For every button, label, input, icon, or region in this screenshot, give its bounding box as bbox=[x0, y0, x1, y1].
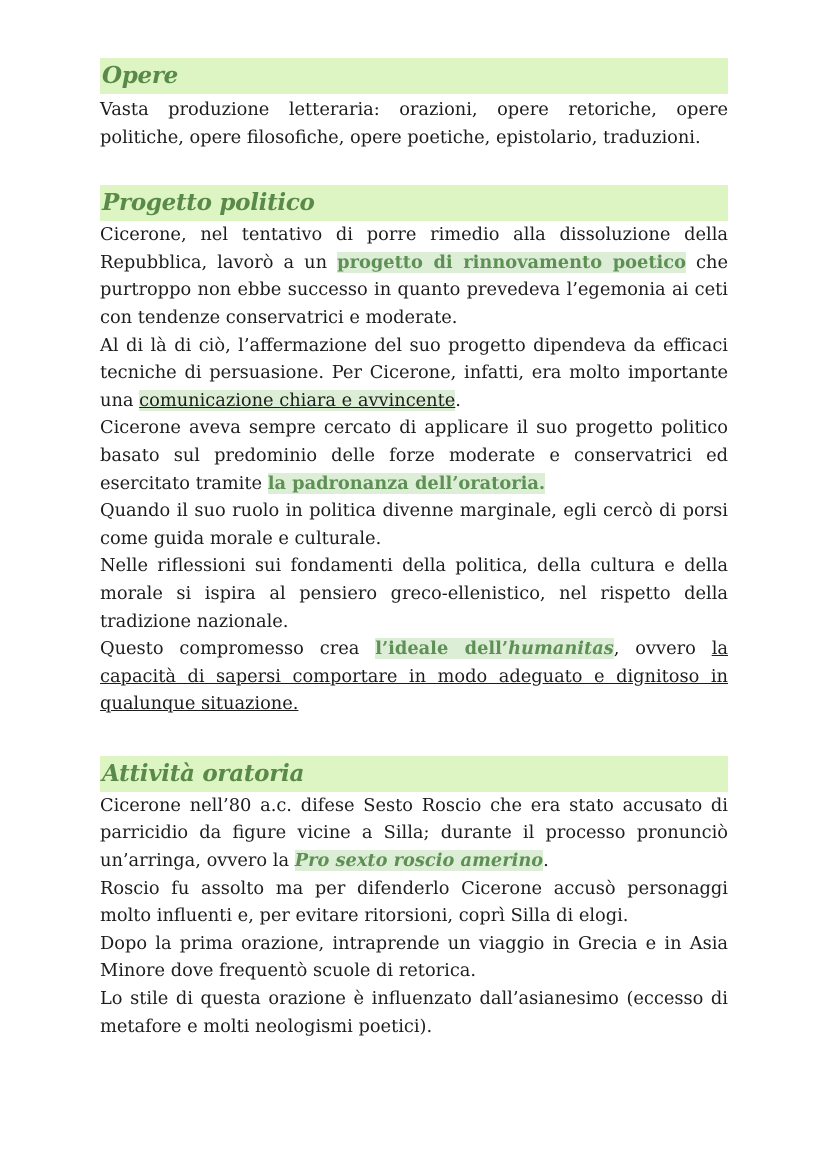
paragraph-text: Questo compromesso crea bbox=[100, 638, 376, 660]
paragraph-text: . bbox=[543, 850, 549, 872]
paragraph bbox=[100, 414, 728, 497]
paragraph bbox=[100, 875, 728, 930]
paragraph-text: Al di là di ciò, l’affermazione del suo progetto dipendeva da efficaci tecniche di persuasione. Per Cicerone, infatti, era molto importante una bbox=[100, 334, 728, 411]
paragraph bbox=[100, 552, 728, 635]
paragraph-text: che purtroppo non ebbe successo in quanto prevedeva l’egemonia ai ceti con tendenze conservatrici e moderate. bbox=[100, 251, 728, 328]
paragraph bbox=[100, 985, 728, 1040]
section-progetto-politico bbox=[100, 185, 728, 718]
underlined-phrase: la capacità di sapersi comportare in modo adeguato e dignitoso in qualunque situazione. bbox=[100, 638, 728, 715]
paragraph-text: Vasta produzione letteraria: orazioni, opere retoriche, opere politiche, opere filosofiche, opere poetiche, epistolario, traduzioni. bbox=[100, 99, 728, 148]
highlighted-phrase: progetto di rinnovamento poetico bbox=[337, 251, 686, 273]
paragraph bbox=[100, 792, 728, 875]
section-heading-progetto-politico: Progetto politico bbox=[100, 185, 728, 221]
paragraph-text: Cicerone, nel tentativo di porre rimedio alla dissoluzione della Repubblica, lavorò a un bbox=[100, 224, 728, 273]
section-heading-opere: Opere bbox=[100, 58, 728, 94]
paragraph bbox=[100, 332, 728, 415]
paragraph-text: Lo stile di questa orazione è influenzato dall’asianesimo (eccesso di metafore e molti neologismi poetici). bbox=[100, 988, 728, 1037]
paragraph-text: Roscio fu assolto ma per difenderlo Cicerone accusò personaggi molto influenti e, per evitare ritorsioni, coprì Silla di elogi. bbox=[100, 877, 728, 927]
section-opere bbox=[100, 58, 728, 151]
paragraph-text: Nelle riflessioni sui fondamenti della politica, della cultura e della morale si ispira al pensiero greco-ellenistico, nel rispetto della tradizione nazionale. bbox=[100, 555, 728, 632]
paragraph-text: Dopo la prima orazione, intraprende un viaggio in Grecia e in Asia Minore dove frequentò scuole di retorica. bbox=[100, 932, 728, 982]
highlighted-phrase: la padronanza dell’oratoria. bbox=[267, 472, 546, 494]
document-page bbox=[100, 58, 728, 1040]
highlighted-term-humanitas: humanitas bbox=[508, 638, 614, 660]
paragraph-text: Cicerone nell’80 a.c. difese Sesto Roscio che era stato accusato di parricidio da figure vicine a Silla; durante il processo pronunciò un’arringa, ovvero la bbox=[100, 794, 728, 872]
highlighted-phrase: l’ideale dell’ bbox=[375, 638, 509, 660]
paragraph bbox=[100, 930, 728, 985]
paragraph bbox=[100, 96, 728, 151]
highlighted-title: Pro sexto roscio amerino bbox=[294, 850, 544, 872]
section-attivita-oratoria bbox=[100, 756, 728, 1040]
paragraph-text: , ovvero bbox=[613, 638, 712, 660]
highlighted-underlined-phrase: comunicazione chiara e avvincente bbox=[139, 389, 456, 411]
paragraph bbox=[100, 221, 728, 331]
paragraph-text: Cicerone aveva sempre cercato di applicare il suo progetto politico basato sul predominio delle forze moderate e conservatrici ed esercitato tramite bbox=[100, 417, 728, 494]
paragraph-text: . bbox=[455, 389, 461, 411]
paragraph bbox=[100, 497, 728, 552]
paragraph-text: Quando il suo ruolo in politica divenne marginale, egli cercò di porsi come guida morale e culturale. bbox=[100, 500, 728, 549]
section-heading-attivita-oratoria: Attività oratoria bbox=[100, 756, 728, 792]
paragraph bbox=[100, 635, 728, 718]
